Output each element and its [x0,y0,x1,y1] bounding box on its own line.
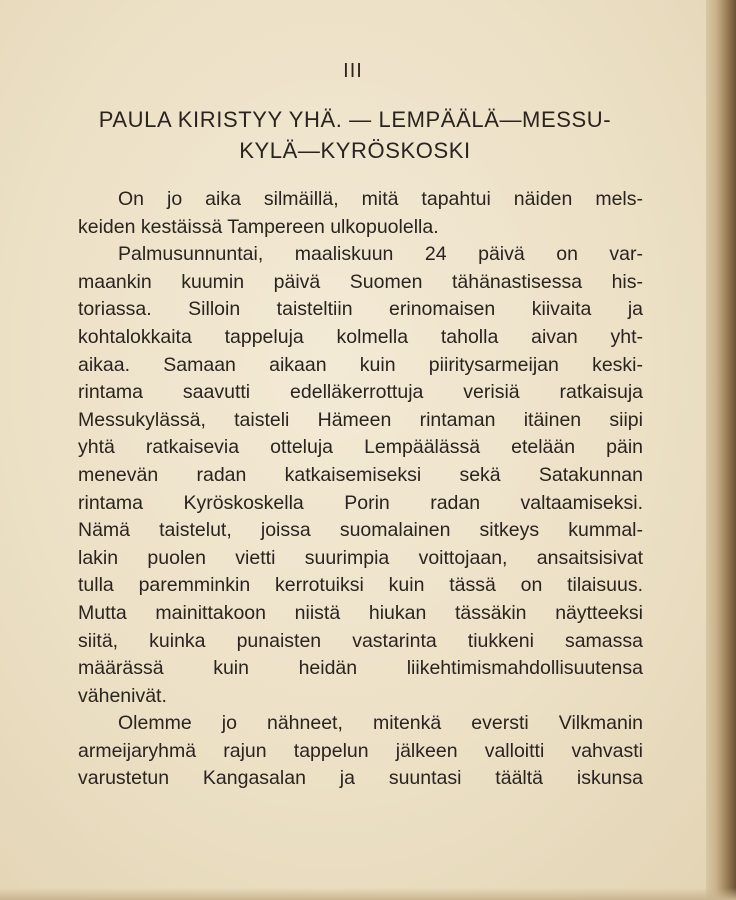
text-line: maankin kuumin päivä Suomen tähänastisessa his- [78,270,643,293]
text-line: tulla paremminkin kerrotuiksi kuin tässä on tilaisuus. [78,574,643,597]
text-line: keiden kestäissä Tampereen ulkopuolella. [78,215,439,238]
text-line: toriassa. Silloin taisteltiin erinomaisen kiivaita ja [78,298,643,321]
text-line: Palmusunnuntai, maaliskuun 24 päivä on var- [118,243,643,266]
text-line: lakin puolen vietti suurimpia voittojaan, ansaitsisivat [78,546,643,569]
chapter-title-line: PAULA KIRISTYY YHÄ. — LEMPÄÄLÄ—MESSU- [98,107,612,132]
text-line: Nämä taistelut, joissa suomalainen sitkeys kummal- [78,519,643,542]
text-line: Messukylässä, taisteli Hämeen rintaman itäinen siipi [78,408,643,431]
text-line: määrässä kuin heidän liikehtimismahdollisuutensa [78,657,643,680]
text-line: yhtä ratkaisevia otteluja Lempäälässä etelään päin [78,436,643,459]
text-line: vähenivät. [78,684,167,707]
chapter-title [60,104,650,166]
page-bottom-edge [0,888,736,900]
text-line: kohtalokkaita tappeluja kolmella taholla aivan yht- [78,325,643,348]
chapter-number: III [343,60,363,82]
text-line: siitä, kuinka punaisten vastarinta tiukkeni samassa [78,629,643,652]
page-binding-edge [706,0,736,900]
text-line: On jo aika silmäillä, mitä tapahtui näiden mels- [118,188,643,210]
chapter-title-line: KYLÄ—KYRÖSKOSKI [239,138,471,163]
text-line: rintama Kyröskoskella Porin radan valtaamiseksi. [78,491,643,514]
text-line: Olemme jo nähneet, mitenkä eversti Vilkmanin [118,712,643,735]
text-line: aikaa. Samaan aikaan kuin piiritysarmeijan keski- [78,353,643,376]
text-line: menevän radan katkaisemiseksi sekä Satakunnan [78,463,643,486]
text-line: varustetun Kangasalan ja suuntasi täältä iskunsa [78,767,643,790]
text-line: rintama saavutti edelläkerrottuja verisiä ratkaisuja [78,381,643,404]
body-text [78,186,643,793]
text-line: Mutta mainittakoon niistä hiukan tässäkin näytteeksi [78,601,643,624]
text-line: armeijaryhmä rajun tappelun jälkeen valloitti vahvasti [78,739,643,762]
